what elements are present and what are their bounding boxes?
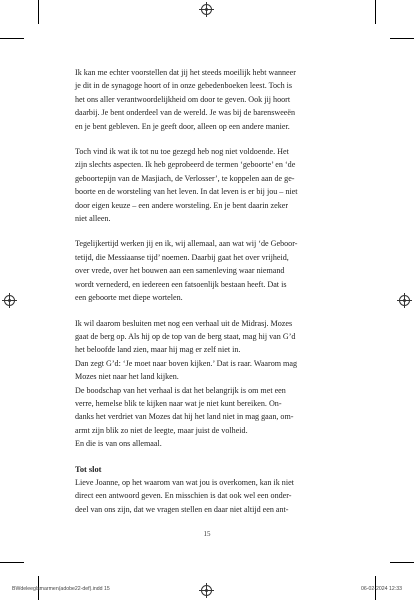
crop-mark-bottom-left-h [0,562,24,563]
page-body [75,66,335,516]
text-line: geboortepijn van de Masjiach, de Verlosser’, te koppelen aan de ge- [75,173,295,183]
text-line: Tegelijkertijd werken jij en ik, wij allemaal, aan wat wij ‘de Geboor- [75,239,298,249]
registration-mark-top [201,4,212,15]
text-line: Ik wil daarom besluiten met nog een verhaal uit de Midrasj. Mozes [75,318,293,328]
text-line: daarbij. Je bent onderdeel van de wereld. Je was bij de barensweeën [75,108,296,118]
text-line: het ons aller verantwoordelijkheid om door te geven. Ook jij hoort [75,94,291,104]
text-line: verre, hemelse blik te kijken naar wat je niet kunt bereiken. On- [75,398,282,408]
crop-mark-bottom-right-h [390,562,414,563]
text-line: gaat de berg op. Als hij op de top van de berg staat, mag hij van G’d [75,331,296,341]
paragraph-1 [75,66,335,133]
crop-mark-top-left-h [0,38,24,39]
crop-mark-top-right-v [375,0,376,24]
text-line: Toch vind ik wat ik tot nu toe gezegd heb nog niet voldoende. Het [75,147,289,157]
text-line: De boodschap van het verhaal is dat het belangrijk is om met een [75,385,286,395]
text-line: het beloofde land zien, maar hij mag er zelf niet in. [75,345,241,355]
text-line: over vrede, over het bouwen aan een samenleving waar niemand [75,266,285,276]
text-line: armt zijn blik zo niet de leegte, maar juist de volheid. [75,425,248,435]
crop-mark-top-right-h [390,38,414,39]
text-line: boorte en de worsteling van het leven. In dat leven is er bij jou – niet [75,187,298,197]
text-line: Lieve Joanne, op het waarom van wat jou is overkomen, kan ik niet [75,477,294,487]
text-line: en je bent gebleven. En je geeft door, alleen op een andere manier. [75,121,290,131]
text-line: je dit in de synagoge hoort of in onze gebedenboeken leest. Toch is [75,81,293,91]
slug-filename: BWdeleeglsmarmen(adobe22-def).indd 15 [12,586,110,592]
section-heading: Tot slot [75,464,102,474]
text-line: wordt vernederd, en iedereen een fatsoenlijk bestaan heeft. Dat is [75,279,287,289]
text-line: direct een antwoord geven. En misschien is dat ook wel een onder- [75,491,292,501]
text-line: deel van ons zijn, dat we vragen stellen en daar niet altijd een ant- [75,504,289,514]
text-line: een geboorte met diepe wortelen. [75,293,183,303]
page-number: 15 [203,530,211,538]
paragraph-3 [75,237,335,304]
text-line: niet alleen. [75,214,111,224]
registration-mark-right [399,295,410,306]
text-line: Mozes niet naar het land kijken. [75,372,179,382]
text-line: Dan zegt G’d: ‘Je moet naar boven kijken.’ Dat is raar. Waarom mag [75,358,297,368]
paragraph-final [75,476,335,516]
text-line: En die is van ons allemaal. [75,439,162,449]
text-line: zijn slechts aspecten. Ik heb geprobeerd de termen ‘geboorte’ en ‘de [75,160,296,170]
registration-mark-left [4,295,15,306]
text-line: Ik kan me echter voorstellen dat jij het steeds moeilijk hebt wanneer [75,68,296,77]
slug-datetime: 06-02-2024 12:33 [361,586,402,592]
text-line: danks het verdriet van Mozes dat hij het land niet in mag gaan, om- [75,412,294,422]
paragraph-2 [75,145,335,225]
text-line: door eigen keuze – een andere worsteling. En je bent daarin zeker [75,200,289,210]
paragraph-4 [75,317,335,451]
print-slug [0,583,414,595]
crop-mark-top-left-v [38,0,39,24]
text-line: tetijd, die Messiaanse tijd’ noemen. Daarbij gaat het over vrijheid, [75,252,289,262]
